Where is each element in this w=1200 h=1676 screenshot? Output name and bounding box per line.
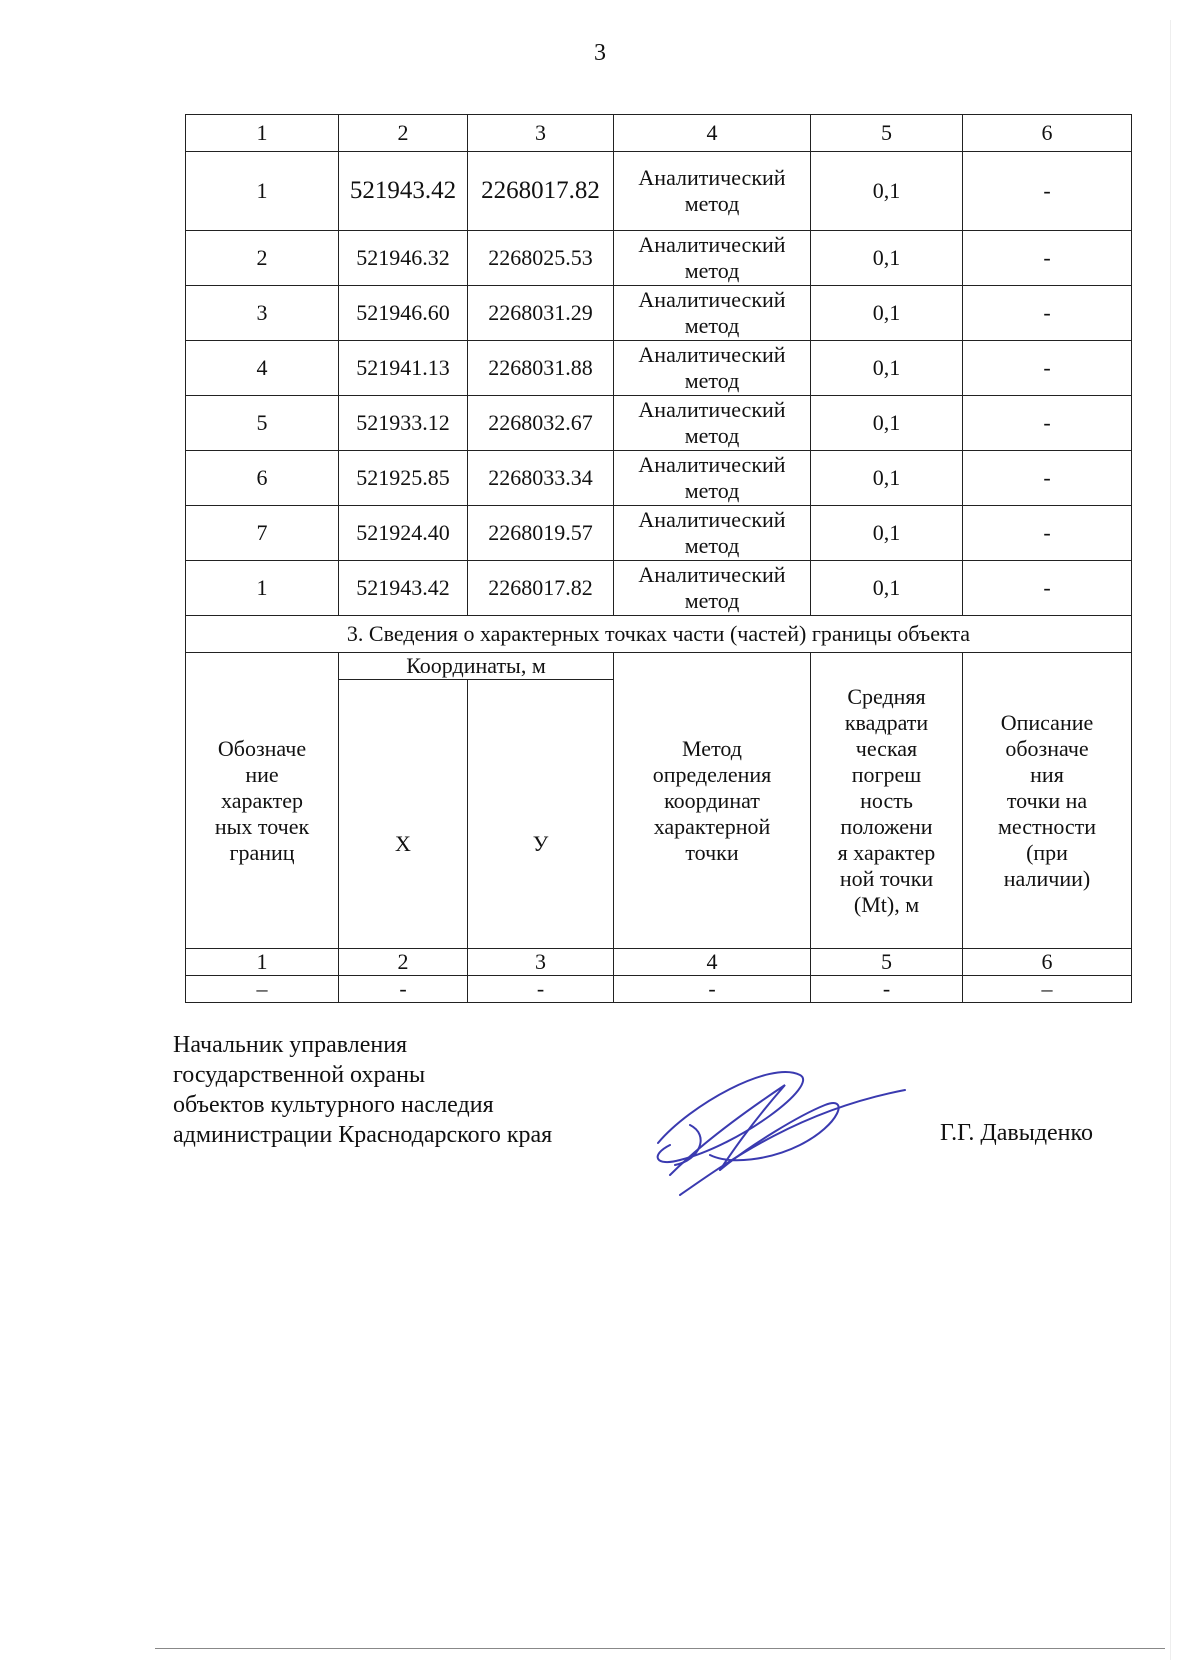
table-row: [186, 152, 1132, 231]
header-line: координат: [664, 787, 760, 813]
header-line: Описание: [1000, 709, 1094, 735]
header-line: я характер: [837, 839, 936, 865]
header-line: точки на: [1006, 787, 1088, 813]
point-number-cell: 1: [186, 561, 339, 616]
method-line: метод: [684, 588, 740, 613]
signer-name: Г.Г. Давыденко: [940, 1120, 1093, 1146]
method-line: метод: [684, 478, 740, 503]
error-cell: 0,1: [811, 341, 963, 396]
header-line: местности: [997, 813, 1097, 839]
method-cell: [614, 506, 811, 561]
header-line: обозначе: [1005, 735, 1089, 761]
signer-title-line: объектов культурного наследия: [173, 1092, 494, 1118]
table-row: [186, 286, 1132, 341]
method-header: [614, 653, 811, 949]
empty-cell: –: [186, 976, 339, 1003]
description-cell: -: [963, 561, 1132, 616]
y-coordinate-cell: 2268033.34: [468, 451, 614, 506]
bottom-rule: [155, 1648, 1165, 1649]
header-line: Обозначе: [217, 735, 307, 761]
error-cell: 0,1: [811, 561, 963, 616]
point-number-cell: 4: [186, 341, 339, 396]
header-line: ческая: [855, 735, 918, 761]
x-header: Х: [339, 680, 468, 949]
col-num: 3: [468, 949, 614, 976]
method-line: метод: [684, 258, 740, 283]
header-line: характер: [220, 787, 304, 813]
col-num: 4: [614, 115, 811, 152]
method-cell: [614, 152, 811, 231]
y-coordinate-cell: 2268031.88: [468, 341, 614, 396]
signer-title-line: администрации Краснодарского края: [173, 1122, 553, 1148]
method-line: метод: [684, 191, 740, 216]
error-cell: 0,1: [811, 506, 963, 561]
error-cell: 0,1: [811, 152, 963, 231]
header-line: Метод: [682, 735, 742, 761]
header-line: точки: [685, 839, 739, 865]
x-coordinate-cell: 521946.32: [339, 231, 468, 286]
description-cell: -: [963, 231, 1132, 286]
x-coordinate-cell: 521946.60: [339, 286, 468, 341]
empty-cell: –: [963, 976, 1132, 1003]
empty-cell: -: [339, 976, 468, 1003]
description-cell: -: [963, 506, 1132, 561]
designation-header: [186, 653, 339, 949]
header-line: (Mt), м: [853, 891, 920, 917]
point-number-cell: 5: [186, 396, 339, 451]
header-line: границ: [229, 839, 295, 865]
header-line: характерной: [653, 813, 771, 839]
col-num: 5: [811, 949, 963, 976]
description-cell: -: [963, 396, 1132, 451]
method-line: метод: [684, 368, 740, 393]
empty-cell: -: [614, 976, 811, 1003]
table-row: [186, 451, 1132, 506]
table-row: [186, 231, 1132, 286]
handwritten-signature: [650, 1065, 910, 1205]
signer-title-line: Начальник управления: [173, 1032, 408, 1058]
header-line: наличии): [1003, 865, 1091, 891]
y-coordinate-cell: 2268019.57: [468, 506, 614, 561]
method-line: Аналитический: [638, 562, 786, 587]
point-number-cell: 1: [186, 152, 339, 231]
point-number-cell: 6: [186, 451, 339, 506]
error-cell: 0,1: [811, 396, 963, 451]
error-cell: 0,1: [811, 286, 963, 341]
error-header: [811, 653, 963, 949]
error-cell: 0,1: [811, 231, 963, 286]
method-line: Аналитический: [638, 287, 786, 312]
col-num: 2: [339, 949, 468, 976]
section3-number-row: [186, 949, 1132, 976]
coordinates-table: [185, 114, 1132, 1003]
section3-header-row: [186, 653, 1132, 680]
header-line: (при: [1026, 839, 1068, 865]
method-line: метод: [684, 423, 740, 448]
point-number-cell: 7: [186, 506, 339, 561]
method-line: Аналитический: [638, 507, 786, 532]
empty-cell: -: [468, 976, 614, 1003]
section-title-row: [186, 616, 1132, 653]
method-cell: [614, 231, 811, 286]
method-line: Аналитический: [638, 165, 786, 190]
x-coordinate-cell: 521933.12: [339, 396, 468, 451]
method-cell: [614, 561, 811, 616]
header-line: ние: [245, 761, 279, 787]
header-line: ность: [860, 787, 913, 813]
x-coordinate-cell: 521943.42: [339, 152, 468, 231]
col-num: 5: [811, 115, 963, 152]
header-line: определения: [652, 761, 772, 787]
description-cell: -: [963, 152, 1132, 231]
col-num: 3: [468, 115, 614, 152]
description-cell: -: [963, 286, 1132, 341]
description-cell: -: [963, 451, 1132, 506]
method-cell: [614, 341, 811, 396]
description-cell: -: [963, 341, 1132, 396]
table-row: [186, 506, 1132, 561]
method-cell: [614, 451, 811, 506]
col-num: 4: [614, 949, 811, 976]
header-line: Средняя: [847, 683, 926, 709]
x-coordinate-cell: 521943.42: [339, 561, 468, 616]
table-row: [186, 341, 1132, 396]
empty-cell: -: [811, 976, 963, 1003]
method-cell: [614, 286, 811, 341]
y-header: У: [468, 680, 614, 949]
header-line: положени: [840, 813, 933, 839]
y-coordinate-cell: 2268025.53: [468, 231, 614, 286]
x-coordinate-cell: 521941.13: [339, 341, 468, 396]
error-cell: 0,1: [811, 451, 963, 506]
description-header: [963, 653, 1132, 949]
signature-block: [173, 1030, 552, 1150]
y-coordinate-cell: 2268032.67: [468, 396, 614, 451]
method-line: Аналитический: [638, 342, 786, 367]
y-coordinate-cell: 2268031.29: [468, 286, 614, 341]
header-line: квадрати: [844, 709, 929, 735]
table-row: [186, 396, 1132, 451]
scan-edge: [1170, 20, 1171, 1660]
signer-title-line: государственной охраны: [173, 1062, 426, 1088]
method-cell: [614, 396, 811, 451]
method-line: Аналитический: [638, 232, 786, 257]
method-line: метод: [684, 313, 740, 338]
col-num: 6: [963, 115, 1132, 152]
section3-empty-row: [186, 976, 1132, 1003]
page-number: 3: [594, 40, 606, 66]
table-row: [186, 561, 1132, 616]
col-num: 6: [963, 949, 1132, 976]
x-coordinate-cell: 521924.40: [339, 506, 468, 561]
header-line: ных точек: [214, 813, 310, 839]
col-num: 2: [339, 115, 468, 152]
x-coordinate-cell: 521925.85: [339, 451, 468, 506]
y-coordinate-cell: 2268017.82: [468, 561, 614, 616]
point-number-cell: 3: [186, 286, 339, 341]
y-coordinate-cell: 2268017.82: [468, 152, 614, 231]
method-line: Аналитический: [638, 452, 786, 477]
header-line: ния: [1030, 761, 1064, 787]
section-title: 3. Сведения о характерных точках части (частей) границы объекта: [186, 616, 1132, 653]
coordinates-header: Координаты, м: [339, 653, 614, 680]
header-line: погреш: [851, 761, 922, 787]
col-num: 1: [186, 115, 339, 152]
col-num: 1: [186, 949, 339, 976]
point-number-cell: 2: [186, 231, 339, 286]
header-line: ной точки: [839, 865, 934, 891]
method-line: метод: [684, 533, 740, 558]
method-line: Аналитический: [638, 397, 786, 422]
column-number-row: [186, 115, 1132, 152]
